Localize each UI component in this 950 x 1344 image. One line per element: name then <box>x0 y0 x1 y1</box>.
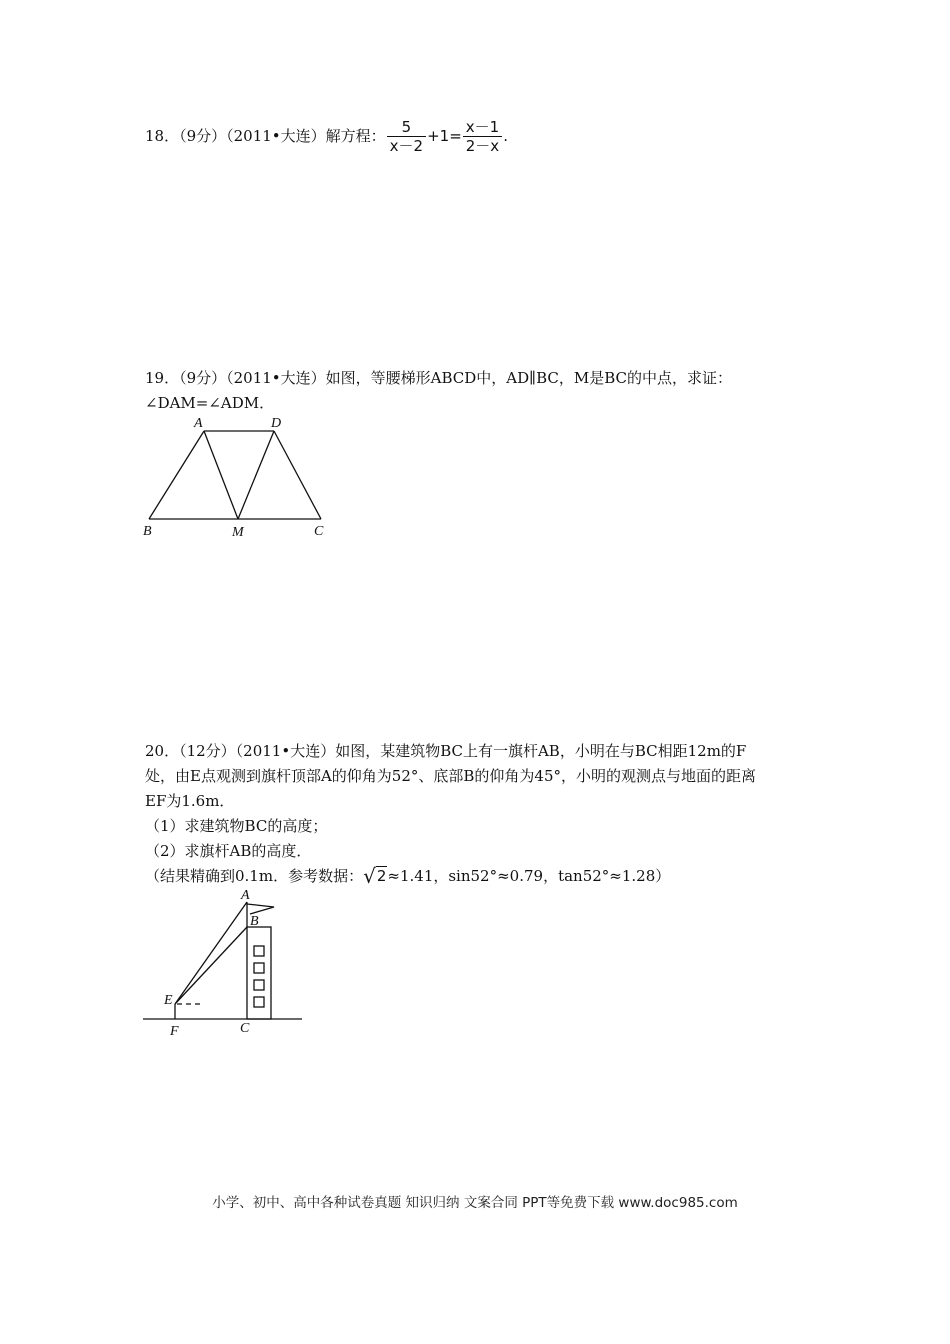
fraction-1-numerator: 5 <box>401 118 412 136</box>
q20-reference-prefix: （结果精确到0.1m．参考数据： <box>145 867 364 885</box>
sqrt-radicand: 2 <box>376 867 387 885</box>
segment-am <box>204 431 238 519</box>
q20-part-2: （2）求旗杆AB的高度． <box>145 842 312 860</box>
question-20 <box>145 739 756 889</box>
segment-ab <box>149 431 204 519</box>
window-1 <box>254 946 264 956</box>
fraction-2-numerator: x－1 <box>465 118 500 136</box>
label-e: E <box>164 993 173 1008</box>
fraction-1-denominator: x－2 <box>387 136 426 155</box>
label-b: B <box>250 914 259 929</box>
label-d: D <box>271 416 282 431</box>
trapezoid-figure <box>140 410 340 545</box>
fraction-1 <box>387 118 426 155</box>
q20-line-1: 20．（12分）（2011•大连）如图，某建筑物BC上有一旗杆AB，小明在与BC相距12m的F <box>145 742 747 760</box>
label-a: A <box>241 888 250 903</box>
building-flagpole-figure <box>140 880 315 1045</box>
page-footer: 小学、初中、高中各种试卷真题 知识归纳 文案合同 PPT等免费下载 www.doc985.com <box>212 1195 738 1211</box>
fraction-2-denominator: 2－x <box>463 136 502 155</box>
label-f: F <box>170 1024 179 1039</box>
label-c: C <box>240 1021 250 1036</box>
sight-line-ea <box>175 902 247 1004</box>
question-18 <box>145 118 508 155</box>
window-4 <box>254 997 264 1007</box>
sqrt-symbol: √ <box>363 864 376 888</box>
q18-prefix: 18．（9分）（2011•大连）解方程： <box>145 127 386 145</box>
window-2 <box>254 963 264 973</box>
equation-end: . <box>503 127 508 145</box>
label-m: M <box>232 525 244 540</box>
q20-line-3: EF为1.6m． <box>145 792 235 810</box>
fraction-2 <box>463 118 502 155</box>
q19-line-2: ∠DAM=∠ADM． <box>145 394 275 412</box>
question-19 <box>145 366 732 416</box>
label-b: B <box>143 524 152 539</box>
flag <box>247 904 274 914</box>
plus-one-equals: +1= <box>427 127 462 145</box>
q20-reference-values: ≈1.41，sin52°≈0.79，tan52°≈1.28） <box>387 867 671 885</box>
segment-dm <box>238 431 274 519</box>
sight-line-eb <box>175 927 247 1004</box>
label-a: A <box>194 416 203 431</box>
q20-part-1: （1）求建筑物BC的高度； <box>145 817 328 835</box>
label-c: C <box>314 524 324 539</box>
q20-line-2: 处，由E点观测到旗杆顶部A的仰角为52°、底部B的仰角为45°，小明的观测点与地面的距离 <box>145 767 756 785</box>
q19-line-1: 19．（9分）（2011•大连）如图，等腰梯形ABCD中，AD∥BC，M是BC的中点，求证： <box>145 369 732 387</box>
segment-dc <box>274 431 321 519</box>
window-3 <box>254 980 264 990</box>
